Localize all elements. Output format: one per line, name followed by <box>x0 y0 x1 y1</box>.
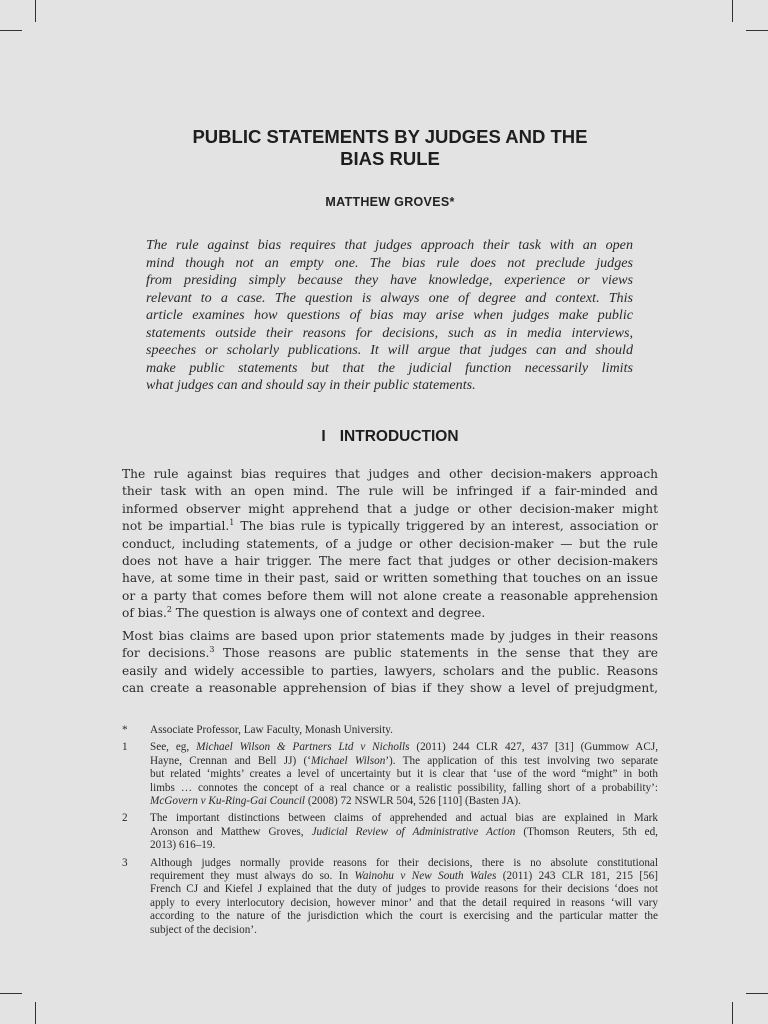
footnote-line <box>150 741 658 754</box>
paragraph-line: Most bias claims are based upon prior statements made by judges in their reasons <box>122 629 658 643</box>
text-run: Aronson and Matthew Groves, <box>150 825 312 838</box>
footnote-ref-3[interactable]: 3 <box>209 645 215 655</box>
footnote-ref-1[interactable]: 1 <box>229 518 235 528</box>
paragraph-line <box>122 605 658 622</box>
text-run: (2011) 243 CLR 181, 215 [56] <box>496 870 658 883</box>
text-run: for decisions. <box>122 646 210 661</box>
footnote-text <box>150 724 658 737</box>
abstract <box>146 237 633 395</box>
case-name: Michael Wilson & Partners Ltd v Nicholls <box>196 741 410 754</box>
case-name: Michael Wilson <box>310 754 386 767</box>
abstract-line: article examines how questions of bias may arise when judges make public <box>146 307 633 323</box>
text-run: Those reasons are public statements in the sense that they are <box>214 646 658 661</box>
paragraph-line: The rule against bias requires that judges and other decision-makers approach <box>122 467 658 481</box>
footnote-mark: 3 <box>122 856 128 869</box>
footnote-2 <box>122 812 658 852</box>
text-run: ’). The application of this test involving two separate <box>385 754 658 767</box>
abstract-line: statements outside their reasons for decisions, such as in media interviews, <box>146 324 633 341</box>
abstract-line: what judges can and should say in their public statements. <box>146 377 476 393</box>
footnote-line: according to the nature of the jurisdiction which the court is exercising and the particular matter the <box>150 910 658 923</box>
abstract-line: relevant to a case. The question is always one of degree and context. This <box>146 289 633 306</box>
paragraph-line: can create a reasonable apprehension of bias if they show a level of prejudgment, <box>122 681 658 696</box>
footnote-star <box>122 724 658 737</box>
footnote-line: subject of the decision’. <box>150 923 257 936</box>
footnote-line <box>150 795 658 808</box>
text-run: Hayne, Crennan and Bell JJ) (‘ <box>150 754 311 767</box>
article-title-line-2: BIAS RULE <box>340 148 440 169</box>
abstract-line: make public statements but that the judicial function necessarily limits <box>146 359 633 376</box>
paragraph-line: does not have a hair trigger. The mere fact that judges or other decision-makers <box>122 554 658 569</box>
case-name: Wainohu v New South Wales <box>354 870 497 883</box>
footnote-line <box>150 826 658 839</box>
footnote-line: French CJ and Kiefel J explained that the duty of judges to provide reasons for their decisions ‘does not <box>150 883 658 896</box>
text-run: (2008) 72 NSWLR 504, 526 [110] (Basten JA). <box>305 795 521 808</box>
case-name: McGovern v Ku-Ring-Gai Council <box>150 795 306 808</box>
text-run: See, eg, <box>150 741 197 754</box>
footnote-ref-2[interactable]: 2 <box>166 605 172 615</box>
footnote-1 <box>122 741 658 808</box>
footnote-mark: 2 <box>122 812 128 825</box>
footnote-3 <box>122 857 658 937</box>
author-name: MATTHEW GROVES* <box>325 195 455 209</box>
crop-mark-top-left <box>35 0 36 22</box>
body-paragraph-2 <box>122 628 658 698</box>
text-run: (2011) 244 CLR 427, 437 [31] (Gummow ACJ, <box>409 741 658 754</box>
book-title: Judicial Review of Administrative Action <box>311 825 516 838</box>
crop-mark-top-left-h <box>0 30 22 31</box>
crop-mark-bottom-right <box>732 1002 733 1024</box>
paragraph-line: their task with an open mind. The rule will be infringed if a fair-minded and <box>122 484 658 499</box>
article-title <box>120 126 660 170</box>
body-paragraph-1 <box>122 466 658 623</box>
footnotes <box>122 724 658 941</box>
text-run: (Thomson Reuters, 5th ed, <box>515 825 658 838</box>
abstract-line: from presiding simply because they have knowledge, experience or views <box>146 272 633 288</box>
section-title: INTRODUCTION <box>339 428 459 445</box>
crop-mark-bottom-left-h <box>0 993 22 994</box>
footnote-line: apply to every interlocutory decision, however minor’ and that the detail required in reasons ‘will vary <box>150 896 658 909</box>
paragraph-line: have, at some time in their past, said or written something that touches on an issue <box>122 571 658 586</box>
footnote-line: The important distinctions between claims of apprehended and actual bias are explained in Mark <box>150 812 658 825</box>
footnote-line: 2013) 616–19. <box>150 839 216 852</box>
paragraph-line <box>122 518 658 535</box>
abstract-line: speeches or scholarly publications. It will argue that judges can and should <box>146 342 633 358</box>
text-run: The question is always one of context and degree. <box>171 606 486 621</box>
paragraph-line: easily and widely accessible to parties, lawyers, scholars and the public. Reasons <box>122 663 658 678</box>
crop-mark-top-right <box>732 0 733 22</box>
footnote-line <box>150 755 658 768</box>
footnote-mark: * <box>122 724 128 736</box>
crop-mark-top-right-h <box>746 30 768 31</box>
footnote-line: but related ‘mights’ creates a level of uncertainty but it is clear that ‘use of the word “might” in both <box>150 768 658 781</box>
footnote-line: Associate Professor, Law Faculty, Monash University. <box>150 724 393 736</box>
text-run: requirement they must always do so. In <box>150 870 355 883</box>
paragraph-line: conduct, including statements, of a judge or other decision-maker — but the rule <box>122 536 658 551</box>
crop-mark-bottom-left <box>35 1002 36 1024</box>
footnote-line: limbs … connotes the concept of a real chance or a realistic possibility, falling short of a probability’: <box>150 781 658 794</box>
paragraph-line: informed observer might apprehend that a judge or other decision-maker might <box>122 501 658 516</box>
abstract-line: The rule against bias requires that judges approach their task with an open <box>146 237 633 253</box>
paragraph-line <box>122 645 658 662</box>
section-number: I <box>321 428 326 445</box>
section-heading <box>120 428 660 446</box>
footnote-text <box>150 857 658 937</box>
paragraph-line: or a party that comes before them will not alone create a reasonable apprehension <box>122 588 658 603</box>
abstract-line: mind though not an empty one. The bias rule does not preclude judges <box>146 254 633 271</box>
text-run: of bias. <box>122 606 167 621</box>
text-run: not be impartial. <box>122 519 230 534</box>
footnote-text <box>150 812 658 852</box>
footnote-line <box>150 870 658 883</box>
footnote-line: Although judges normally provide reasons for their decisions, there is no absolute constitutional <box>150 856 658 869</box>
text-run: The bias rule is typically triggered by an interest, association or <box>234 519 659 534</box>
crop-mark-bottom-right-h <box>746 993 768 994</box>
footnote-text <box>150 741 658 808</box>
article-title-line-1: PUBLIC STATEMENTS BY JUDGES AND THE <box>192 126 588 147</box>
footnote-mark: 1 <box>122 741 128 754</box>
